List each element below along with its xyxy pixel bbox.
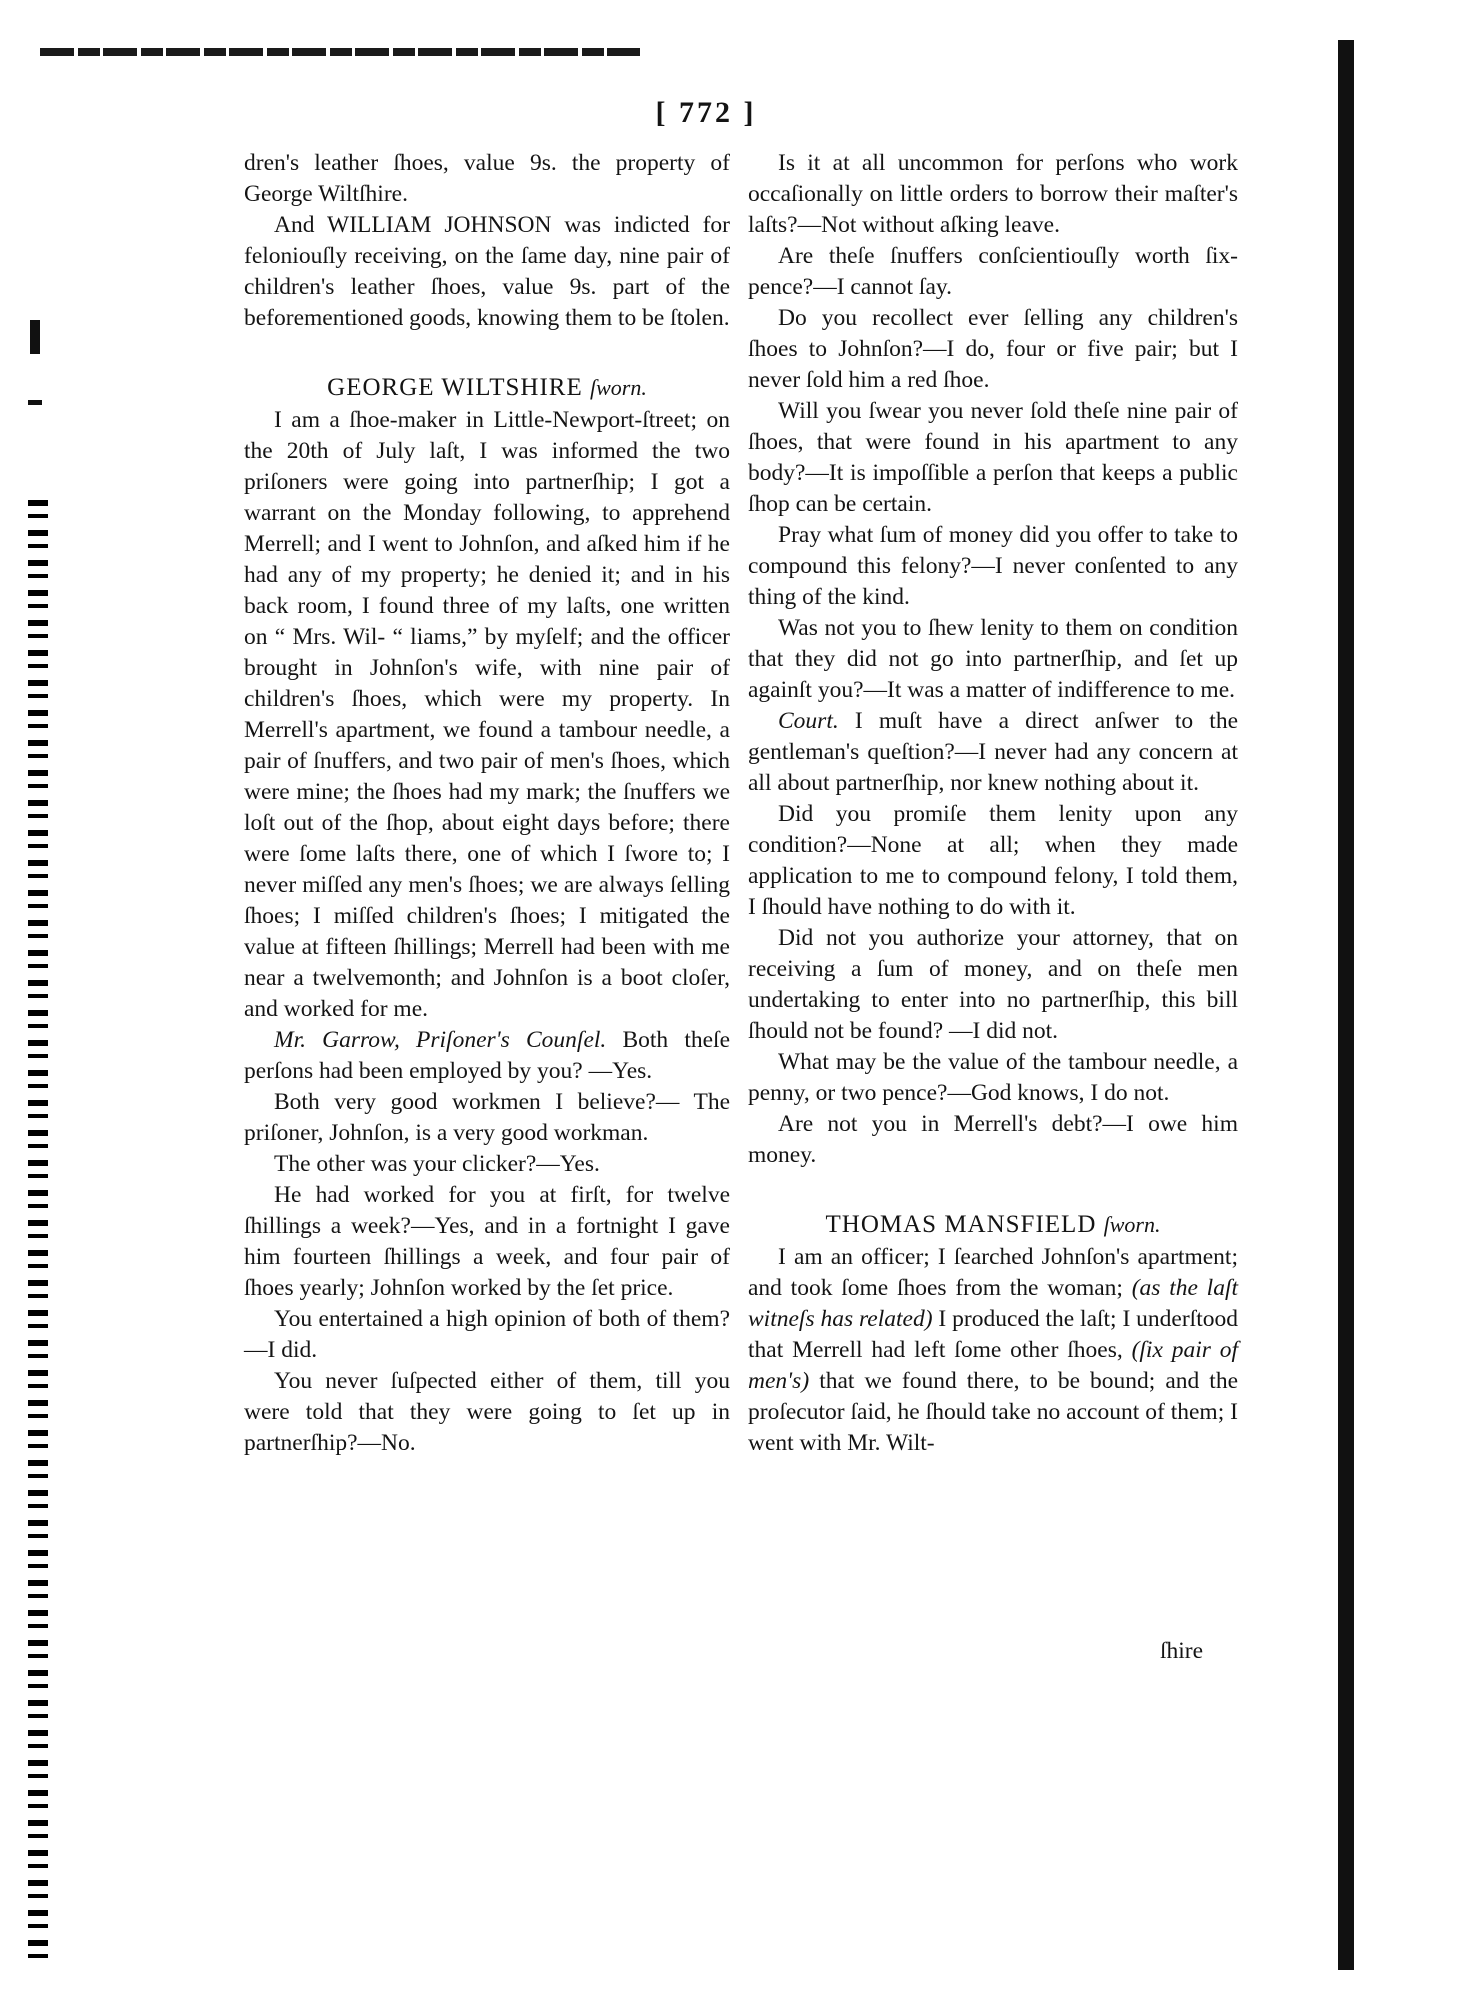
paragraph: Pray what ſum of money did you offer to take to compound this felony?—I never conſented to any thing of the kind. <box>748 522 1238 610</box>
paragraph: The other was your clicker?—Yes. <box>274 1151 600 1177</box>
left-column <box>244 148 730 1459</box>
witness-heading <box>748 1209 1238 1240</box>
testimony-paragraph: I am an officer; I ſearched Johnſon's apartment; and took ſome ſhoes from the woman; (as the laſt witneſs has related) I produced the laſt; I underſtood that Merrell had left ſome other ſhoes, (ſix pair of men's) that we found there, to be bound; and the proſecutor ſaid, he ſhould take no account of them; I went with Mr. Wilt- <box>748 1244 1239 1456</box>
paragraph: dren's leather ſhoes, value 9s. the property of George Wiltſhire. <box>244 150 730 207</box>
scan-edge-marks <box>28 500 48 1960</box>
paragraph: Will you ſwear you never ſold theſe nine pair of ſhoes, that were found in his apartment to any body?—It is impoſſible a perſon that keeps a public ſhop can be certain. <box>748 398 1238 517</box>
paragraph: Are theſe ſnuffers conſcientiouſly worth ſix-pence?—I cannot ſay. <box>748 243 1238 300</box>
speaker-label: Mr. Garrow, Priſoner's Counſel. <box>274 1027 607 1053</box>
paragraph: Court. I muſt have a direct anſwer to the gentleman's queſtion?—I never had any concern at all about partnerſhip, nor knew nothing about it. <box>748 708 1239 796</box>
sworn-label: ſworn. <box>1103 1212 1161 1237</box>
sworn-label: ſworn. <box>589 375 647 400</box>
page-number: [ 772 ] <box>655 96 757 129</box>
paragraph: Are not you in Merrell's debt?—I owe him money. <box>748 1111 1238 1168</box>
paragraph: Did you promiſe them lenity upon any condition?—None at all; when they made application to me to compound felony, I told them, I ſhould have nothing to do with it. <box>748 801 1238 920</box>
paragraph: And WILLIAM JOHNSON was indicted for feloniouſly receiving, on the ſame day, nine pair of children's leather ſhoes, value 9s. part of the beforementioned goods, knowing them to be ſtolen. <box>244 212 730 331</box>
paragraph: Both very good workmen I believe?— The priſoner, Johnſon, is a very good workman. <box>244 1089 730 1146</box>
scan-speck <box>28 400 42 405</box>
paragraph: Do you recollect ever ſelling any children's ſhoes to Johnſon?—I do, four or five pair; but I never ſold him a red ſhoe. <box>748 305 1238 393</box>
scan-edge-band <box>40 48 640 56</box>
paragraph: Is it at all uncommon for perſons who work occaſionally on little orders to borrow their maſter's laſts?—Not without aſking leave. <box>748 150 1238 238</box>
right-column <box>748 148 1238 1459</box>
catchword: ſhire <box>1160 1638 1204 1664</box>
speaker-label: Court. <box>778 708 839 734</box>
witness-heading <box>244 372 730 403</box>
paragraph: What may be the value of the tambour needle, a penny, or two pence?—God knows, I do not. <box>748 1049 1238 1106</box>
paragraph: You never ſuſpected either of them, till you were told that they were going to ſet up in partnerſhip?—No. <box>244 1368 730 1456</box>
witness-name: GEORGE WILTSHIRE <box>327 374 583 401</box>
paragraph: He had worked for you at firſt, for twelve ſhillings a week?—Yes, and in a fortnight I gave him fourteen ſhillings a week, and four pair of ſhoes yearly; Johnſon worked by the ſet price. <box>244 1182 730 1301</box>
paragraph: Was not you to ſhew lenity to them on condition that they did not go into partnerſhip, and ſet up againſt you?—It was a matter of indifference to me. <box>748 615 1238 703</box>
testimony-paragraph: I am a ſhoe-maker in Little-Newport-ſtreet; on the 20th of July laſt, I was informed the two priſoners were going into partnerſhip; I got a warrant on the Monday following, to apprehend Merrell; and I went to Johnſon, and aſked him if he had any of my property; he denied it; and in his back room, I found three of my laſts, one written on “ Mrs. Wil- “ liams,” by myſelf; and the officer brought in Johnſon's wife, with nine pair of children's ſhoes, which were my property. In Merrell's apartment, we found a tambour needle, a pair of ſnuffers, and two pair of men's ſhoes, which were mine; the ſhoes had my mark; the ſnuffers we loſt out of the ſhop, about eight days before; there were ſome laſts there, one of which I ſwore to; I never miſſed any men's ſhoes; we are always ſelling ſhoes; I miſſed children's ſhoes; I mitigated the value at fifteen ſhillings; Merrell had been with me near a twelvemonth; and Johnſon is a boot cloſer, and worked for me. <box>244 407 730 1022</box>
book-spine-shadow <box>1338 40 1354 1970</box>
witness-name: THOMAS MANSFIELD <box>825 1211 1097 1238</box>
paragraph: You entertained a high opinion of both of them?—I did. <box>244 1306 730 1363</box>
paragraph: Mr. Garrow, Priſoner's Counſel. Both theſe perſons had been employed by you? —Yes. <box>244 1027 731 1084</box>
scan-speck <box>30 320 40 354</box>
paragraph: Did not you authorize your attorney, that on receiving a ſum of money, and on theſe men undertaking to enter into no partnerſhip, this bill ſhould not be found? —I did not. <box>748 925 1238 1044</box>
